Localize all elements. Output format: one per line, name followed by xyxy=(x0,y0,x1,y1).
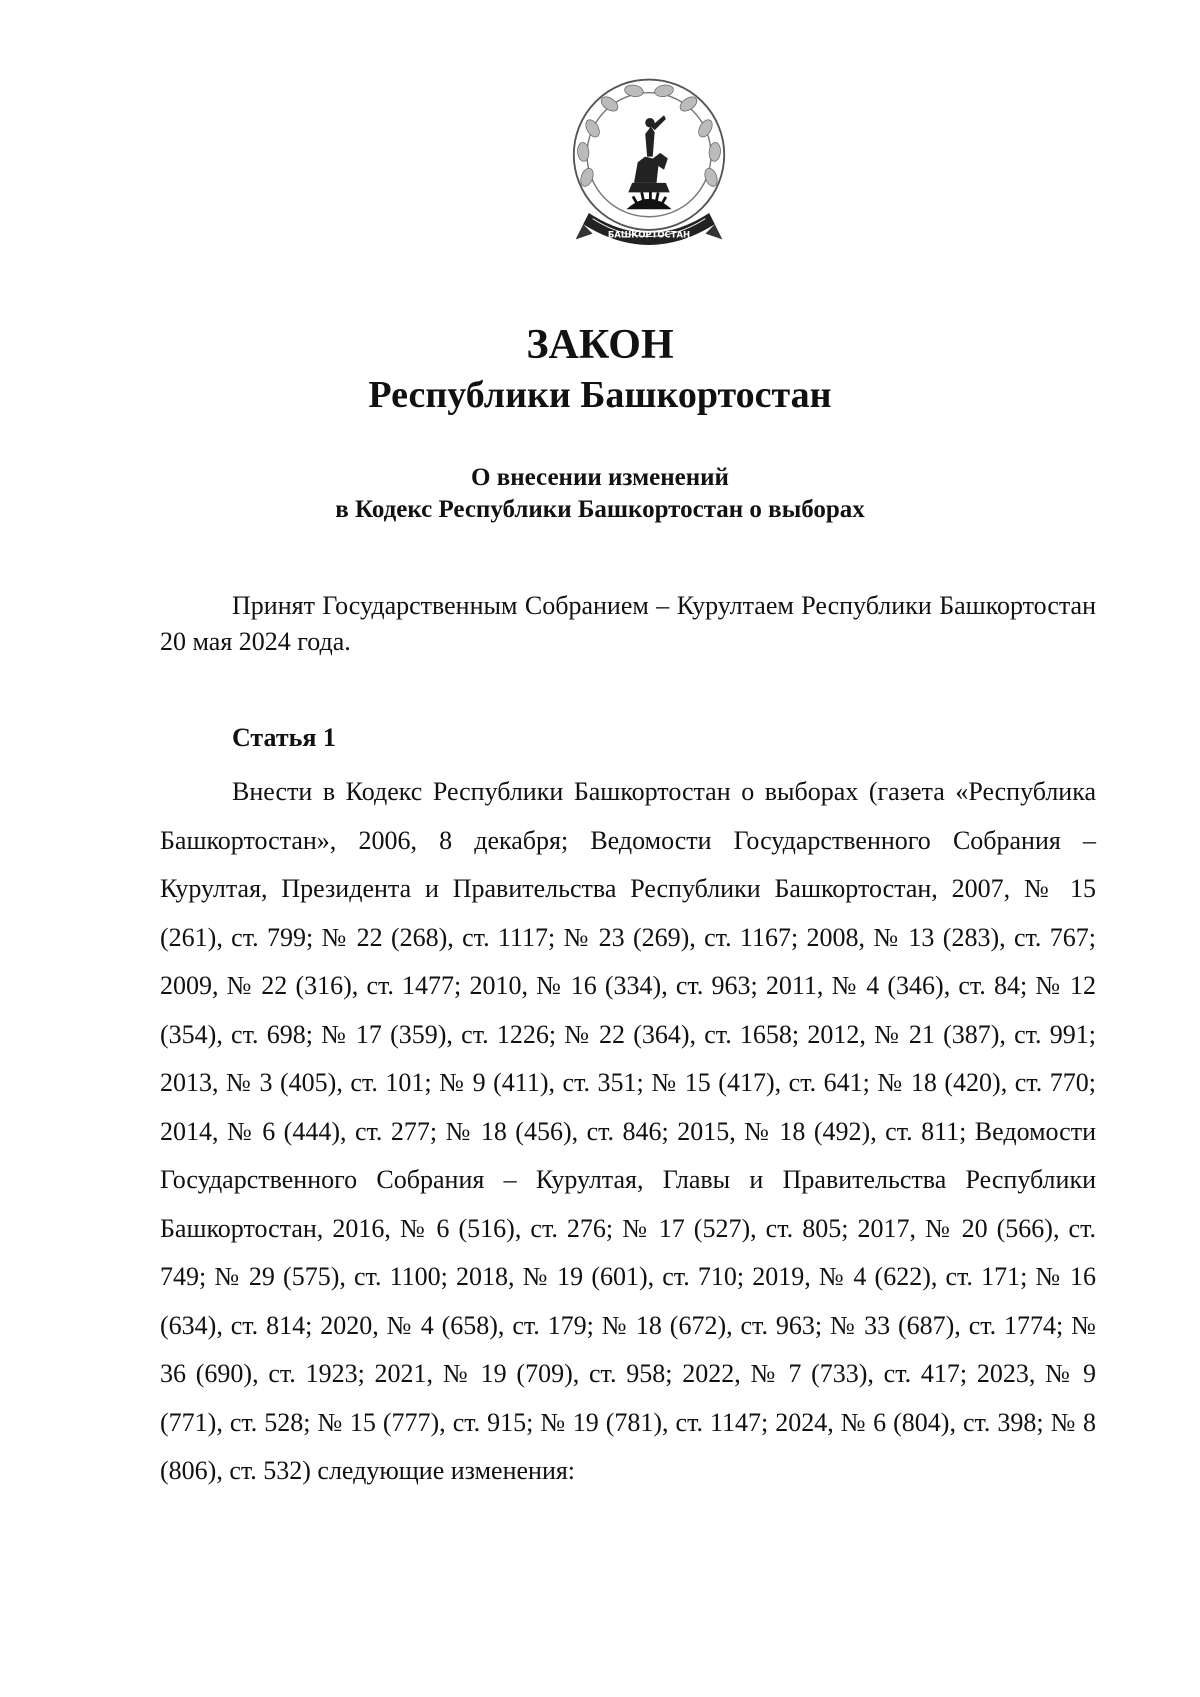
ribbon-text: БАШКОРТОСТАН xyxy=(607,229,691,240)
emblem-ribbon-text xyxy=(608,229,690,239)
article-body: Внести в Кодекс Республики Башкортостан о выборах (газета «Республика Башкортостан», 2006, 8 декабря; Ведомости Государственного Собрания – Курултая, Президента и Правительства Республики Башкортостан, 2007, № 15 (261), ст. 799; № 22 (268), ст. 1117; № 23 (269), ст. 1167; 2008, № 13 (283), ст. 767; 2009, № 22 (316), ст. 1477; 2010, № 16 (334), ст. 963; 2011, № 4 (346), ст. 84; № 12 (354), ст. 698; № 17 (359), ст. 1226; № 22 (364), ст. 1658; 2012, № 21 (387), ст. 991; 2013, № 3 (405), ст. 101; № 9 (411), ст. 351; № 15 (417), ст. 641; № 18 (420), ст. 770; 2014, № 6 (444), ст. 277; № 18 (456), ст. 846; 2015, № 18 (492), ст. 811; Ведомости Государственного Собрания – Курултая, Главы и Правительства Республики Башкортостан, 2016, № 6 (516), ст. 276; № 17 (527), ст. 805; 2017, № 20 (566), ст. 749; № 29 (575), ст. 1100; 2018, № 19 (601), ст. 710; 2019, № 4 (622), ст. 171; № 16 (634), ст. 814; 2020, № 4 (658), ст. 179; № 18 (672), ст. 963; № 33 (687), ст. 1774; № 36 (690), ст. 1923; 2021, № 19 (709), ст. 958; 2022, № 7 (733), ст. 417; 2023, № 9 (771), ст. 528; № 15 (777), ст. 915; № 19 (781), ст. 1147; 2024, № 6 (804), ст. 398; № 8 (806), ст. 532) следующие изменения: xyxy=(160,777,1096,1485)
republic-of-bashkortostan-emblem-icon xyxy=(555,72,743,260)
article-heading: Статья 1 xyxy=(232,723,336,752)
law-name-line2: в Кодекс Республики Башкортостан о выборах xyxy=(335,496,865,523)
law-jurisdiction: Республики Башкортостан xyxy=(368,374,832,416)
law-title: ЗАКОН xyxy=(526,322,674,368)
law-name-line1: О внесении изменений xyxy=(471,464,729,491)
adoption-statement: Принят Государственным Собранием – Курултаем Республики Башкортостан 20 мая 2024 года. xyxy=(160,591,1096,656)
